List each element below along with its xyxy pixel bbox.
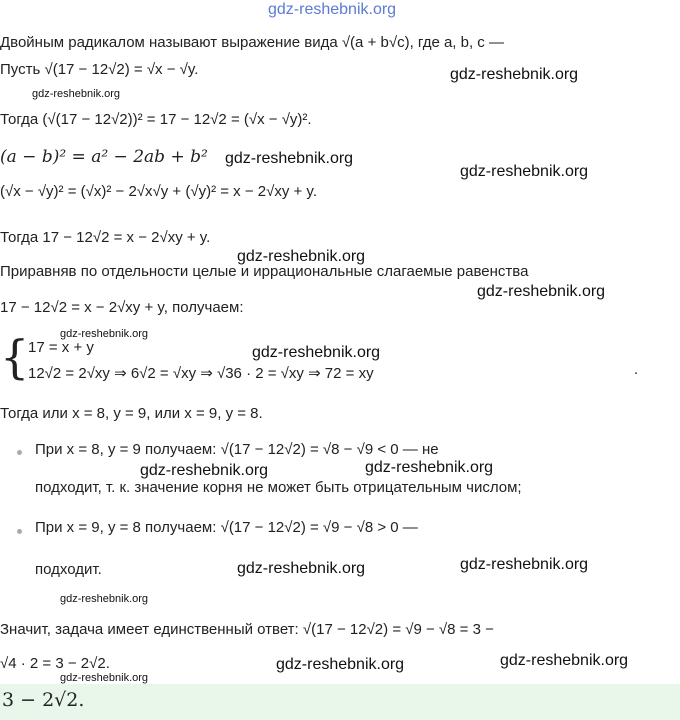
formula-expansion: (√x − √y)² = (√x)² − 2√x√y + (√y)² = x − 2√xy + y.	[0, 183, 317, 200]
watermark: gdz-reshebnik.org	[252, 344, 381, 361]
text-line-obtain: 17 − 12√2 = x − 2√xy + y, получаем:	[0, 299, 244, 316]
watermark: gdz-reshebnik.org	[500, 652, 629, 669]
watermark: gdz-reshebnik.org	[225, 150, 354, 167]
watermark-small: gdz-reshebnik.org	[32, 88, 121, 100]
watermark: gdz-reshebnik.org	[450, 66, 579, 83]
case-one-line-two: подходит, т. к. значение корня не может быть отрицательным числом;	[35, 479, 522, 496]
watermark-top: gdz-reshebnik.org	[268, 1, 397, 18]
watermark: gdz-reshebnik.org	[460, 556, 589, 573]
watermark: gdz-reshebnik.org	[140, 462, 269, 479]
text-line-conclusion-end: √4 · 2 = 3 − 2√2.	[0, 655, 110, 672]
text-line-equating: Приравняв по отдельности целые и иррациональные слагаемые равенства	[0, 263, 529, 280]
case-two-line-one: При x = 9, y = 8 получаем: √(17 − 12√2) = √9 − √8 > 0 —	[35, 519, 418, 536]
watermark-small: gdz-reshebnik.org	[60, 593, 149, 605]
system-equation-sum: 17 = x + y	[28, 339, 94, 356]
text-line-then-square: Тогда (√(17 − 12√2))² = 17 − 12√2 = (√x − √y)².	[0, 111, 312, 128]
watermark: gdz-reshebnik.org	[276, 656, 405, 673]
case-two-line-two: подходит.	[35, 561, 102, 578]
system-equation-product: 12√2 = 2√xy ⇒ 6√2 = √xy ⇒ √36 · 2 = √xy ⇒ 72 = xy	[28, 365, 374, 382]
watermark: gdz-reshebnik.org	[365, 459, 494, 476]
system-dot: .	[634, 361, 639, 378]
watermark: gdz-reshebnik.org	[237, 248, 366, 265]
system-brace: {	[0, 330, 30, 384]
text-line-definition: Двойным радикалом называют выражение вида √(a + b√c), где a, b, c —	[0, 34, 504, 51]
case-one-line-one: При x = 8, y = 9 получаем: √(17 − 12√2) = √8 − √9 < 0 — не	[35, 441, 439, 458]
bullet-icon	[17, 529, 22, 534]
answer-value: 3 − 2√2.	[2, 689, 85, 711]
bullet-icon	[17, 450, 22, 455]
text-line-suppose: Пусть √(17 − 12√2) = √x − √y.	[0, 61, 199, 78]
watermark-small: gdz-reshebnik.org	[60, 672, 149, 684]
text-line-cases: Тогда или x = 8, y = 9, или x = 9, y = 8.	[0, 405, 263, 422]
answer-panel	[0, 672, 680, 720]
formula-square-difference: (a − b)² = a² − 2ab + b²	[0, 147, 208, 167]
watermark-small: gdz-reshebnik.org	[60, 328, 149, 340]
watermark: gdz-reshebnik.org	[460, 163, 589, 180]
text-line-then-equation: Тогда 17 − 12√2 = x − 2√xy + y.	[0, 229, 211, 246]
text-line-conclusion: Значит, задача имеет единственный ответ: √(17 − 12√2) = √9 − √8 = 3 −	[0, 621, 494, 638]
watermark: gdz-reshebnik.org	[237, 560, 366, 577]
watermark: gdz-reshebnik.org	[477, 283, 606, 300]
